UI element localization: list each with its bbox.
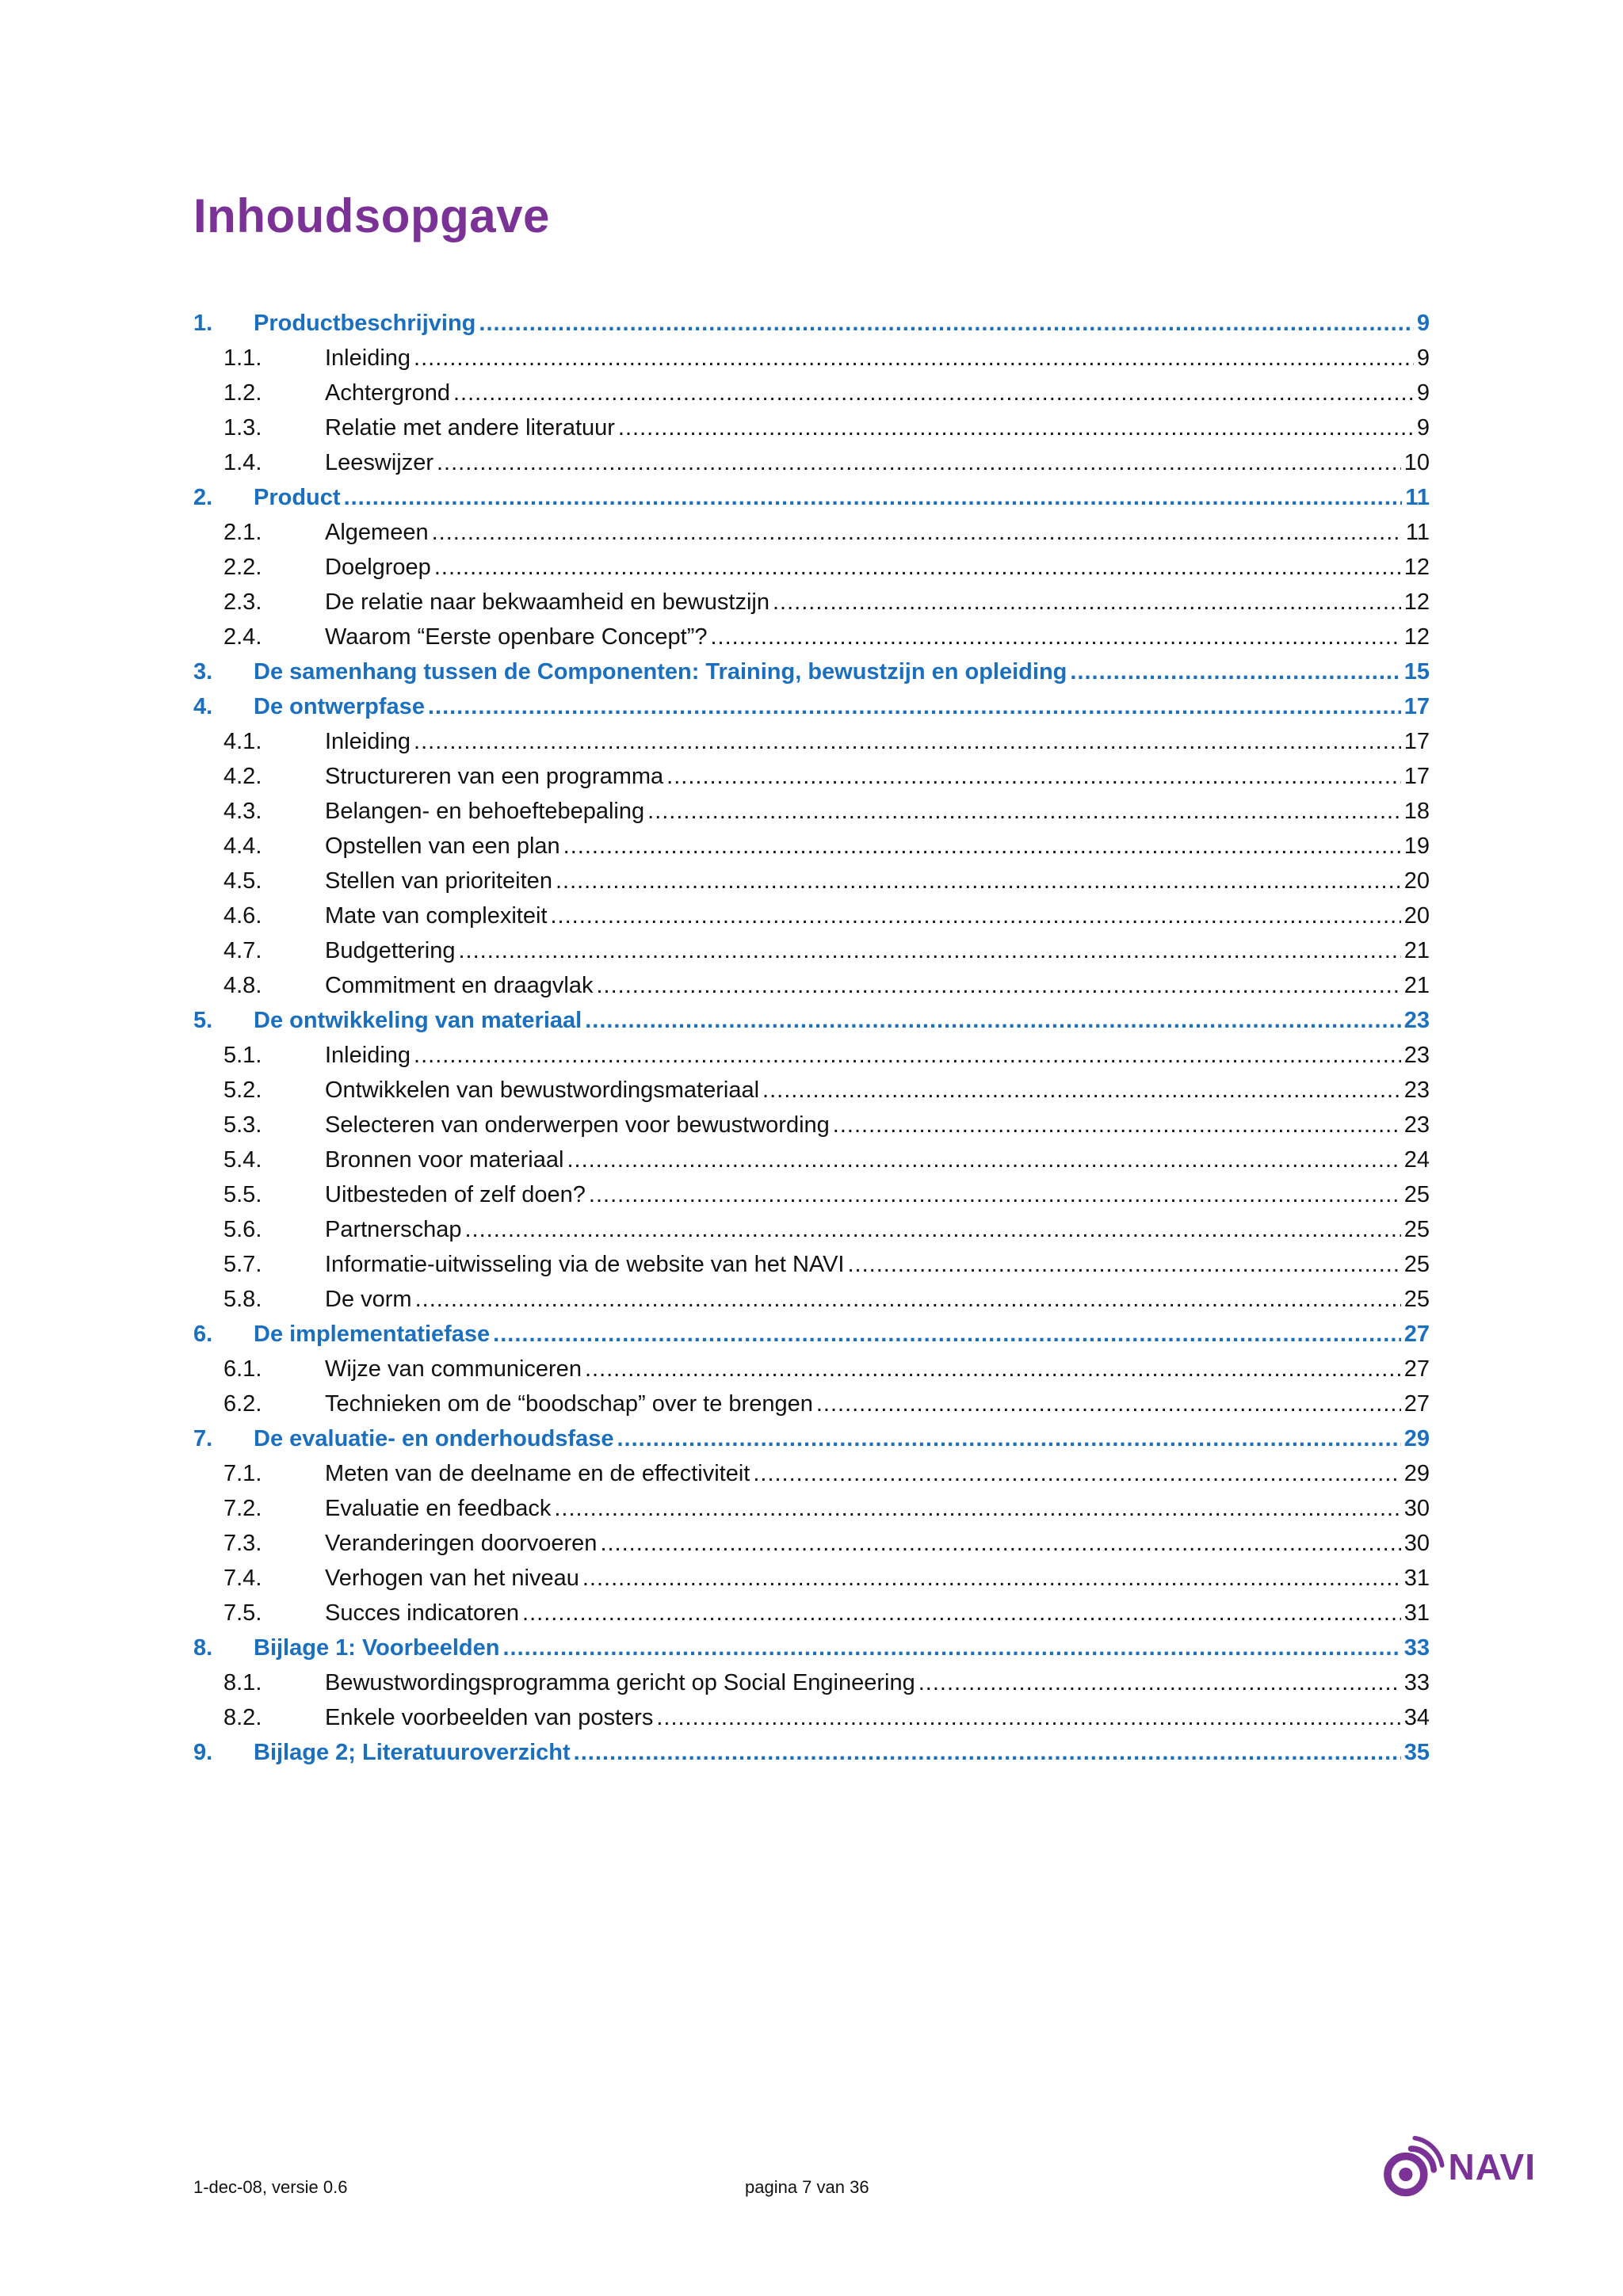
toc-chapter-row[interactable] bbox=[0, 1735, 1623, 1770]
toc-section-row[interactable] bbox=[0, 1596, 1623, 1630]
toc-entry bbox=[325, 1038, 1430, 1073]
toc-page-number: 15 bbox=[1403, 659, 1430, 685]
footer-date-version: 1-dec-08, versie 0.6 bbox=[193, 2177, 348, 2197]
toc-entry bbox=[254, 480, 1430, 515]
toc-entry bbox=[325, 1596, 1430, 1630]
toc-section-row[interactable] bbox=[0, 829, 1623, 864]
toc-page-number: 27 bbox=[1403, 1356, 1430, 1382]
toc-dot-leader bbox=[502, 1630, 1400, 1665]
toc-section-row[interactable] bbox=[0, 1491, 1623, 1526]
toc-dot-leader bbox=[554, 1491, 1400, 1526]
toc-number: 5.2. bbox=[223, 1077, 262, 1103]
toc-label: Verhogen van het niveau bbox=[325, 1566, 579, 1591]
toc-entry bbox=[254, 306, 1430, 341]
toc-page-number: 35 bbox=[1403, 1740, 1430, 1765]
toc-dot-leader bbox=[833, 1108, 1401, 1142]
toc-dot-leader bbox=[600, 1526, 1400, 1561]
toc-number: 4.4. bbox=[223, 833, 262, 859]
toc-entry bbox=[325, 1142, 1430, 1177]
toc-section-row[interactable] bbox=[0, 1212, 1623, 1247]
toc-number: 7.4. bbox=[223, 1566, 262, 1591]
toc-label: Commitment en draagvlak bbox=[325, 973, 594, 998]
toc-entry bbox=[325, 1212, 1430, 1247]
toc-page-number: 9 bbox=[1416, 311, 1430, 336]
toc-dot-leader bbox=[458, 933, 1400, 968]
toc-dot-leader bbox=[762, 1073, 1401, 1108]
toc-label: Structureren van een programma bbox=[325, 764, 664, 789]
toc-page-number: 24 bbox=[1403, 1147, 1430, 1173]
toc-page-number: 11 bbox=[1405, 485, 1430, 510]
toc-dot-leader bbox=[479, 306, 1413, 341]
toc-page-number: 9 bbox=[1416, 380, 1430, 406]
toc-entry bbox=[254, 1003, 1430, 1038]
toc-label: De ontwikkeling van materiaal bbox=[254, 1008, 582, 1033]
toc-page-number: 29 bbox=[1403, 1461, 1430, 1486]
toc-entry bbox=[325, 1282, 1430, 1317]
toc-page-number: 10 bbox=[1403, 450, 1430, 475]
toc-dot-leader bbox=[344, 480, 1403, 515]
toc-entry bbox=[325, 1491, 1430, 1526]
toc-entry bbox=[254, 1735, 1430, 1770]
toc-dot-leader bbox=[574, 1735, 1401, 1770]
toc-entry bbox=[325, 1700, 1430, 1735]
toc-dot-leader bbox=[567, 1142, 1400, 1177]
footer-page-number: pagina 7 van 36 bbox=[745, 2177, 869, 2197]
toc-entry bbox=[325, 829, 1430, 864]
toc-page-number: 23 bbox=[1403, 1043, 1430, 1068]
toc-page-number: 25 bbox=[1403, 1217, 1430, 1242]
toc-number: 8. bbox=[193, 1635, 213, 1661]
toc-number: 4.1. bbox=[223, 729, 262, 754]
toc-page-number: 12 bbox=[1403, 555, 1430, 580]
toc-number: 2. bbox=[193, 485, 213, 510]
toc-entry bbox=[325, 1352, 1430, 1386]
toc-dot-leader bbox=[773, 585, 1401, 620]
toc-section-row[interactable] bbox=[0, 1247, 1623, 1282]
toc-entry bbox=[325, 759, 1430, 794]
toc-number: 1.1. bbox=[223, 345, 262, 371]
toc-number: 4.2. bbox=[223, 764, 262, 789]
toc-label: Waarom “Eerste openbare Concept”? bbox=[325, 624, 708, 650]
toc-entry bbox=[325, 585, 1430, 620]
toc-number: 1.2. bbox=[223, 380, 262, 406]
toc-page-number: 18 bbox=[1403, 799, 1430, 824]
toc-page-number: 23 bbox=[1403, 1112, 1430, 1138]
toc-dot-leader bbox=[1070, 654, 1400, 689]
toc-dot-leader bbox=[434, 550, 1401, 585]
toc-section-row[interactable] bbox=[0, 515, 1623, 550]
toc-page-number: 27 bbox=[1403, 1391, 1430, 1417]
toc-chapter-row[interactable] bbox=[0, 654, 1623, 689]
toc-section-row[interactable] bbox=[0, 1142, 1623, 1177]
toc-number: 6.2. bbox=[223, 1391, 262, 1417]
toc-section-row[interactable] bbox=[0, 1386, 1623, 1421]
toc-number: 5.7. bbox=[223, 1252, 262, 1277]
toc-entry bbox=[325, 1526, 1430, 1561]
toc-entry bbox=[325, 445, 1430, 480]
toc-dot-leader bbox=[585, 1352, 1401, 1386]
toc-label: Leeswijzer bbox=[325, 450, 433, 475]
toc-page-number: 31 bbox=[1403, 1600, 1430, 1626]
toc-page-number: 21 bbox=[1403, 973, 1430, 998]
toc-number: 4.5. bbox=[223, 868, 262, 894]
toc-entry bbox=[325, 968, 1430, 1003]
toc-page-number: 33 bbox=[1403, 1635, 1430, 1661]
toc-label: Stellen van prioriteiten bbox=[325, 868, 552, 894]
toc-dot-leader bbox=[550, 898, 1400, 933]
toc-section-row[interactable] bbox=[0, 898, 1623, 933]
toc-label: Succes indicatoren bbox=[325, 1600, 520, 1626]
toc-number: 5.3. bbox=[223, 1112, 262, 1138]
toc-label: Algemeen bbox=[325, 520, 429, 545]
toc-entry bbox=[254, 689, 1430, 724]
toc-dot-leader bbox=[589, 1177, 1401, 1212]
toc-number: 8.1. bbox=[223, 1670, 262, 1695]
toc-page-number: 19 bbox=[1403, 833, 1430, 859]
toc-dot-leader bbox=[493, 1317, 1401, 1352]
toc-number: 7.3. bbox=[223, 1531, 262, 1556]
toc-number: 3. bbox=[193, 659, 213, 685]
toc-page-number: 20 bbox=[1403, 868, 1430, 894]
toc-label: De implementatiefase bbox=[254, 1322, 491, 1347]
toc-entry bbox=[254, 1421, 1430, 1456]
toc-label: Belangen- en behoeftebepaling bbox=[325, 799, 645, 824]
toc-dot-leader bbox=[414, 341, 1414, 376]
toc-label: Informatie-uitwisseling via de website van het NAVI bbox=[325, 1252, 845, 1277]
toc-entry bbox=[254, 654, 1430, 689]
toc-dot-leader bbox=[753, 1456, 1400, 1491]
toc-label: Relatie met andere literatuur bbox=[325, 415, 615, 441]
toc-label: Enkele voorbeelden van posters bbox=[325, 1705, 654, 1730]
toc-section-row[interactable] bbox=[0, 376, 1623, 410]
toc-section-row[interactable] bbox=[0, 1038, 1623, 1073]
toc-label: De vorm bbox=[325, 1287, 412, 1312]
toc-number: 5. bbox=[193, 1008, 213, 1033]
navi-logo bbox=[1369, 2123, 1536, 2210]
toc-entry bbox=[325, 1456, 1430, 1491]
toc-number: 7.2. bbox=[223, 1496, 262, 1521]
toc-number: 2.3. bbox=[223, 589, 262, 615]
toc-number: 7.5. bbox=[223, 1600, 262, 1626]
toc-dot-leader bbox=[596, 968, 1400, 1003]
toc-entry bbox=[325, 410, 1430, 445]
toc-number: 4.7. bbox=[223, 938, 262, 963]
toc-entry bbox=[254, 1630, 1430, 1665]
toc-label: Inleiding bbox=[325, 729, 411, 754]
toc-section-row[interactable] bbox=[0, 1282, 1623, 1317]
toc-entry bbox=[325, 1561, 1430, 1596]
toc-dot-leader bbox=[428, 689, 1401, 724]
toc-number: 2.1. bbox=[223, 520, 262, 545]
toc-entry bbox=[325, 550, 1430, 585]
toc-label: Bijlage 2; Literatuuroverzicht bbox=[254, 1740, 571, 1765]
toc-page-number: 17 bbox=[1403, 729, 1430, 754]
navi-logo-icon bbox=[1369, 2127, 1445, 2206]
toc-number: 9. bbox=[193, 1740, 213, 1765]
toc-number: 1. bbox=[193, 311, 213, 336]
toc-page-number: 29 bbox=[1403, 1426, 1430, 1451]
logo-text: NAVI bbox=[1448, 2146, 1536, 2187]
toc-dot-leader bbox=[582, 1561, 1401, 1596]
toc-label: Bewustwordingsprogramma gericht op Social Engineering bbox=[325, 1670, 915, 1695]
toc-dot-leader bbox=[918, 1665, 1401, 1700]
toc-number: 4.3. bbox=[223, 799, 262, 824]
toc-entry bbox=[325, 1073, 1430, 1108]
toc-label: Technieken om de “boodschap” over te brengen bbox=[325, 1391, 813, 1417]
toc-page-number: 17 bbox=[1403, 764, 1430, 789]
toc-section-row[interactable] bbox=[0, 1456, 1623, 1491]
toc-dot-leader bbox=[656, 1700, 1400, 1735]
toc-entry bbox=[325, 515, 1430, 550]
toc-number: 5.4. bbox=[223, 1147, 262, 1173]
toc-entry bbox=[325, 620, 1430, 654]
toc-label: De evaluatie- en onderhoudsfase bbox=[254, 1426, 614, 1451]
toc-page-number: 30 bbox=[1403, 1496, 1430, 1521]
toc-label: Inleiding bbox=[325, 1043, 411, 1068]
toc-section-row[interactable] bbox=[0, 1526, 1623, 1561]
toc-chapter-row[interactable] bbox=[0, 1421, 1623, 1456]
toc-label: Bijlage 1: Voorbeelden bbox=[254, 1635, 500, 1661]
toc-number: 5.1. bbox=[223, 1043, 262, 1068]
toc-page-number: 12 bbox=[1403, 624, 1430, 650]
toc-page-number: 20 bbox=[1403, 903, 1430, 929]
toc-dot-leader bbox=[437, 445, 1401, 480]
toc-page-number: 30 bbox=[1403, 1531, 1430, 1556]
toc-entry bbox=[325, 933, 1430, 968]
toc-label: Mate van complexiteit bbox=[325, 903, 548, 929]
toc-entry bbox=[325, 864, 1430, 898]
toc-number: 7. bbox=[193, 1426, 213, 1451]
toc-chapter-row[interactable] bbox=[0, 689, 1623, 724]
toc-entry bbox=[325, 794, 1430, 829]
toc-label: De ontwerpfase bbox=[254, 694, 425, 719]
toc-entry bbox=[325, 1386, 1430, 1421]
toc-number: 1.4. bbox=[223, 450, 262, 475]
toc-page-number: 27 bbox=[1403, 1322, 1430, 1347]
toc-label: Ontwikkelen van bewustwordingsmateriaal bbox=[325, 1077, 760, 1103]
toc-section-row[interactable] bbox=[0, 1700, 1623, 1735]
toc-page-number: 23 bbox=[1403, 1077, 1430, 1103]
toc-dot-leader bbox=[618, 410, 1414, 445]
toc-label: De samenhang tussen de Componenten: Training, bewustzijn en opleiding bbox=[254, 659, 1067, 685]
toc-section-row[interactable] bbox=[0, 794, 1623, 829]
toc-label: De relatie naar bekwaamheid en bewustzijn bbox=[325, 589, 769, 615]
toc-dot-leader bbox=[711, 620, 1401, 654]
toc-section-row[interactable] bbox=[0, 620, 1623, 654]
toc-page-number: 25 bbox=[1403, 1287, 1430, 1312]
toc-section-row[interactable] bbox=[0, 550, 1623, 585]
toc-chapter-row[interactable] bbox=[0, 1317, 1623, 1352]
toc-number: 2.4. bbox=[223, 624, 262, 650]
toc-dot-leader bbox=[647, 794, 1401, 829]
toc-page-number: 21 bbox=[1403, 938, 1430, 963]
toc-entry bbox=[325, 1665, 1430, 1700]
toc-label: Partnerschap bbox=[325, 1217, 462, 1242]
toc-number: 4. bbox=[193, 694, 213, 719]
toc-number: 4.6. bbox=[223, 903, 262, 929]
toc-section-row[interactable] bbox=[0, 933, 1623, 968]
toc-entry bbox=[325, 376, 1430, 410]
toc-chapter-row[interactable] bbox=[0, 1630, 1623, 1665]
toc-section-row[interactable] bbox=[0, 968, 1623, 1003]
toc-entry bbox=[325, 1177, 1430, 1212]
toc-dot-leader bbox=[848, 1247, 1401, 1282]
toc-label: Evaluatie en feedback bbox=[325, 1496, 552, 1521]
toc-entry bbox=[254, 1317, 1430, 1352]
toc-section-row[interactable] bbox=[0, 1108, 1623, 1142]
toc-number: 6. bbox=[193, 1322, 213, 1347]
toc-number: 5.8. bbox=[223, 1287, 262, 1312]
toc-section-row[interactable] bbox=[0, 1352, 1623, 1386]
toc-section-row[interactable] bbox=[0, 864, 1623, 898]
toc-page-number: 9 bbox=[1416, 345, 1430, 371]
toc-page-number: 25 bbox=[1403, 1182, 1430, 1207]
toc-dot-leader bbox=[816, 1386, 1401, 1421]
toc-label: Budgettering bbox=[325, 938, 456, 963]
toc-dot-leader bbox=[415, 1282, 1401, 1317]
toc-label: Inleiding bbox=[325, 345, 411, 371]
toc-section-row[interactable] bbox=[0, 1177, 1623, 1212]
toc-label: Opstellen van een plan bbox=[325, 833, 560, 859]
toc-number: 7.1. bbox=[223, 1461, 262, 1486]
page-title: Inhoudsopgave bbox=[193, 189, 550, 242]
toc-dot-leader bbox=[465, 1212, 1401, 1247]
toc-number: 6.1. bbox=[223, 1356, 262, 1382]
toc-dot-leader bbox=[617, 1421, 1400, 1456]
toc-entry bbox=[325, 1108, 1430, 1142]
toc-page-number: 25 bbox=[1403, 1252, 1430, 1277]
toc-number: 4.8. bbox=[223, 973, 262, 998]
toc-chapter-row[interactable] bbox=[0, 480, 1623, 515]
toc-page-number: 9 bbox=[1416, 415, 1430, 441]
toc-dot-leader bbox=[522, 1596, 1401, 1630]
toc-section-row[interactable] bbox=[0, 341, 1623, 376]
toc-label: Uitbesteden of zelf doen? bbox=[325, 1182, 586, 1207]
toc-page-number: 23 bbox=[1403, 1008, 1430, 1033]
toc-dot-leader bbox=[556, 864, 1401, 898]
toc-section-row[interactable] bbox=[0, 585, 1623, 620]
toc-dot-leader bbox=[453, 376, 1414, 410]
toc-label: Meten van de deelname en de effectiviteit bbox=[325, 1461, 750, 1486]
toc-chapter-row[interactable] bbox=[0, 306, 1623, 341]
toc-section-row[interactable] bbox=[0, 1665, 1623, 1700]
toc-page-number: 17 bbox=[1403, 694, 1430, 719]
toc-dot-leader bbox=[585, 1003, 1401, 1038]
toc-number: 1.3. bbox=[223, 415, 262, 441]
toc-dot-leader bbox=[432, 515, 1403, 550]
toc-number: 5.6. bbox=[223, 1217, 262, 1242]
toc-label: Wijze van communiceren bbox=[325, 1356, 582, 1382]
toc-page-number: 31 bbox=[1403, 1566, 1430, 1591]
toc-page-number: 11 bbox=[1405, 520, 1430, 545]
toc-label: Bronnen voor materiaal bbox=[325, 1147, 564, 1173]
toc-entry bbox=[325, 341, 1430, 376]
toc-label: Selecteren van onderwerpen voor bewustwording bbox=[325, 1112, 830, 1138]
toc-dot-leader bbox=[414, 724, 1401, 759]
toc-chapter-row[interactable] bbox=[0, 1003, 1623, 1038]
toc-section-row[interactable] bbox=[0, 759, 1623, 794]
toc-section-row[interactable] bbox=[0, 410, 1623, 445]
toc-label: Product bbox=[254, 485, 341, 510]
toc-entry bbox=[325, 898, 1430, 933]
toc-label: Productbeschrijving bbox=[254, 311, 476, 336]
toc-section-row[interactable] bbox=[0, 1561, 1623, 1596]
toc-number: 5.5. bbox=[223, 1182, 262, 1207]
toc-section-row[interactable] bbox=[0, 1073, 1623, 1108]
toc-entry bbox=[325, 1247, 1430, 1282]
toc-page-number: 34 bbox=[1403, 1705, 1430, 1730]
toc-page-number: 33 bbox=[1403, 1670, 1430, 1695]
toc-label: Doelgroep bbox=[325, 555, 431, 580]
toc-dot-leader bbox=[414, 1038, 1401, 1073]
toc-number: 8.2. bbox=[223, 1705, 262, 1730]
toc-entry bbox=[325, 724, 1430, 759]
toc-label: Achtergrond bbox=[325, 380, 450, 406]
toc-section-row[interactable] bbox=[0, 445, 1623, 480]
toc-label: Veranderingen doorvoeren bbox=[325, 1531, 598, 1556]
toc-section-row[interactable] bbox=[0, 724, 1623, 759]
toc-dot-leader bbox=[666, 759, 1401, 794]
toc-dot-leader bbox=[563, 829, 1401, 864]
toc-page-number: 12 bbox=[1403, 589, 1430, 615]
toc-number: 2.2. bbox=[223, 555, 262, 580]
